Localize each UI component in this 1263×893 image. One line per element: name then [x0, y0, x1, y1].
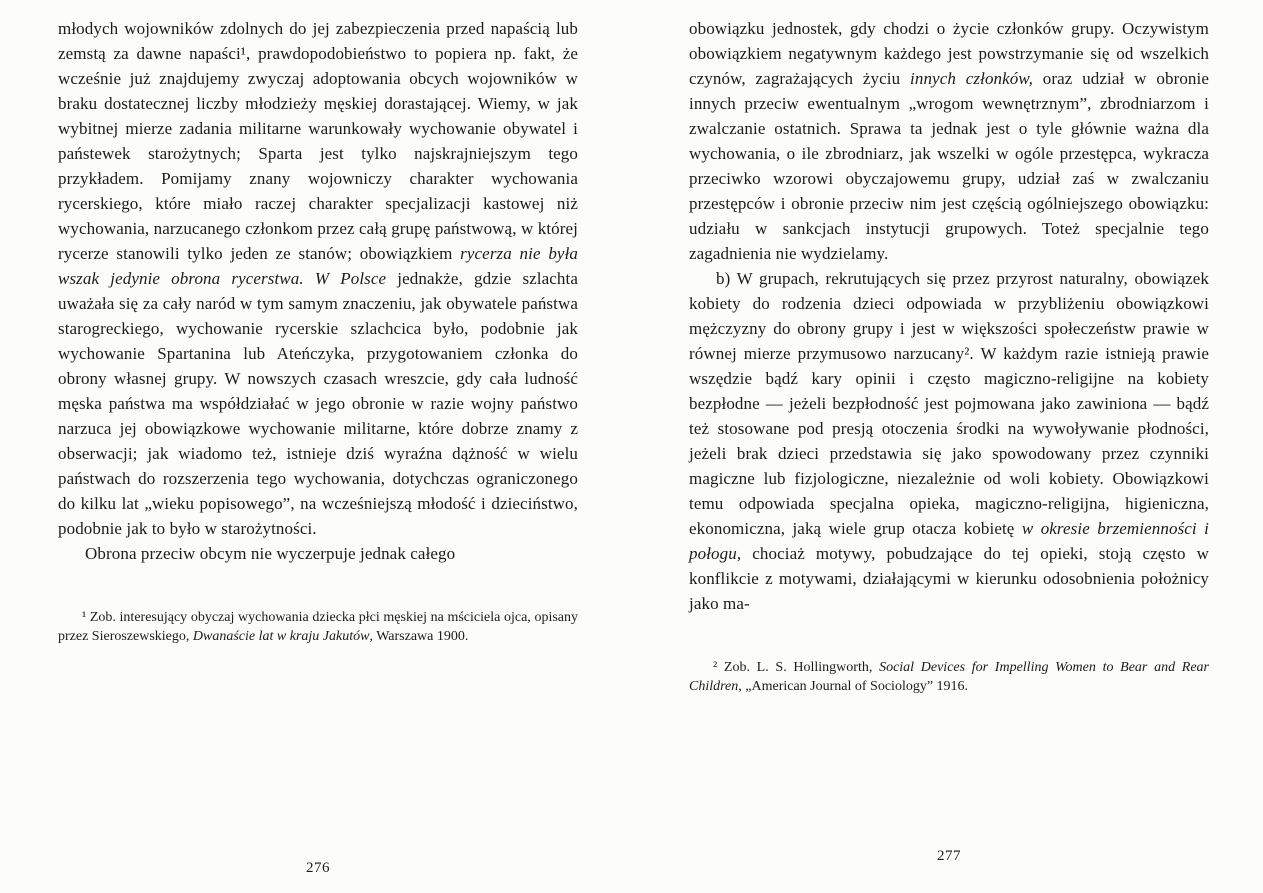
text-segment: Social Devices for Impelling Women to Bear and Rear Children — [689, 660, 1210, 694]
text-segment: rycerza nie była wszak jedynie obrona rycerstwa. W Polsce — [58, 244, 578, 288]
text-segment: młodych wojowników zdolnych do jej zabezpieczenia przed napaścią lub zemstą za dawne napaści¹, prawdopodobieństwo to popiera np. fakt, że wcześnie już znajdujemy zwyczaj adoptowania obcych wojowników w braku dostatecznej liczby młodzieży męskiej dorastającej. Wiemy, w jak wybitnej mierze zadania militarne warunkowały wychowanie obywatel i państewek starożytnych; Sparta jest tylko najskrajniejszym tego przykładem. Pomijamy znany wojowniczy charakter wychowania rycerskiego, które miało raczej charakter specjalizacji kastowej niż wychowania, narzucanego członkom przez całą grupę państwową, w której rycerze stanowili tylko jeden ze stanów; obowiązkiem — [58, 19, 578, 263]
page-left-footnotes — [58, 608, 578, 646]
page-left-body-text — [58, 16, 578, 566]
paragraph — [58, 608, 578, 646]
text-segment: ² Zob. L. S. Hollingworth, — [713, 660, 880, 675]
text-segment: ¹ Zob. interesujący obyczaj wychowania dziecka płci męskiej na mściciela ojca, opisany przez Sieroszewskiego, — [58, 610, 578, 644]
paragraph — [689, 658, 1209, 696]
text-segment: obowiązku jednostek, gdy chodzi o życie członków grupy. Oczywistym obowiązkiem negatywnym każdego jest powstrzymanie się od wszelkich czynów, zagrażających życiu — [689, 19, 1209, 88]
text-segment: Dwanaście lat w kraju Jakutów — [192, 629, 370, 644]
paragraph — [58, 541, 578, 566]
text-segment: Obrona przeciw obcym nie wyczerpuje jednak całego — [85, 544, 456, 563]
page-right-body-text — [689, 16, 1209, 616]
page-number-left: 276 — [306, 860, 330, 876]
text-segment: innych członków, — [910, 69, 1033, 88]
paragraph — [58, 16, 578, 541]
text-segment: , „American Journal of Sociology” 1916. — [738, 679, 969, 694]
page-right — [631, 0, 1262, 893]
text-segment: oraz udział w obronie innych przeciw ewentualnym „wrogom wewnętrznym”, zbrodniarzom i zwalczanie ostatnich. Sprawa ta jednak jest o tyle głównie ważna dla wychowania, o ile zbrodniarz, jak wszelki w ogóle przestępca, wykracza przeciwko wzorowi obyczajowemu grupy, udział zaś w zwalczaniu przestępców i obronie przeciw nim jest częścią ogólniejszego obowiązku: udziału w sankcjach instytucji grupowych. Toteż specjalnie tego zagadnienia nie wydzielamy. — [689, 69, 1209, 263]
text-segment: jednakże, gdzie szlachta uważała się za cały naród w tym samym znaczeniu, jak obywatele państwa starogreckiego, wychowanie rycerskie szlachcica było, podobnie jak wychowanie Spartanina lub Ateńczyka, przygotowaniem członka do obrony własnej grupy. W nowszych czasach wreszcie, gdy cała ludność męska państwa ma współdziałać w jego obronie w razie wojny państwo narzuca jej obowiązkowe wychowanie militarne, które dobrze znamy z obserwacji; jak wiadomo też, istnieje dziś wyraźna dążność w wielu państwach do rozszerzenia tego wychowania, dotychczas ograniczonego do kilku lat „wieku popisowego”, na wcześniejszą młodość i dzieciństwo, podobnie jak to było w starożytności. — [58, 269, 578, 538]
page-number-right: 277 — [937, 848, 961, 864]
paragraph — [689, 266, 1209, 616]
page-right-footnotes — [689, 658, 1209, 696]
text-segment: b) W grupach, rekrutujących się przez przyrost naturalny, obowiązek kobiety do rodzenia dzieci odpowiada w przybliżeniu obowiązkowi mężczyzny do obrony grupy i jest w większości społeczeństw prawie w równej mierze przymusowo narzucany². W każdym razie istnieją prawie wszędzie bądź kary opinii i często magiczno-religijne na kobiety bezpłodne — jeżeli bezpłodność jest pojmowana jako zawiniona — bądź też stosowane pod presją otoczenia środki na wywoływanie płodności, jeżeli brak dzieci przedstawia się jako spowodowany przez czynniki magiczne lub fizjologiczne, niezależnie od woli kobiety. Obowiązkowi temu odpowiada specjalna opieka, magiczno-religijna, higieniczna, ekonomiczna, jaką wiele grup otacza kobietę — [689, 269, 1209, 538]
text-segment: w okresie brzemienności i połogu, — [689, 519, 1209, 563]
paragraph — [689, 16, 1209, 266]
text-segment: , Warszawa 1900. — [369, 629, 469, 644]
text-segment: chociaż motywy, pobudzające do tej opieki, stoją często w konflikcie z motywami, działającymi w kierunku odosobnienia położnicy jako ma- — [689, 544, 1209, 613]
page-left — [0, 0, 631, 893]
